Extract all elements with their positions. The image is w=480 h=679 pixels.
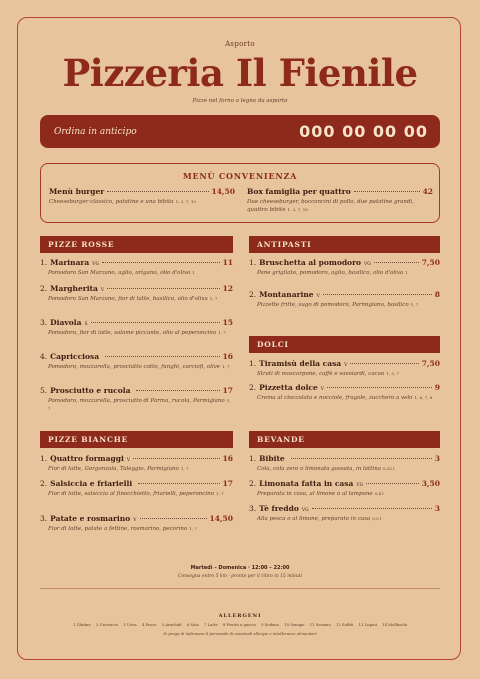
allergen-entry: 6 Soia (186, 622, 199, 627)
list-item (249, 359, 440, 378)
item-allergens: 0,4 l (374, 491, 384, 496)
item-desc: Fior di latte, salsiccia al finocchietto, friarielli, peperoncino (48, 491, 214, 497)
item-allergens: 1, 6, 7, 8 (414, 395, 433, 400)
item-allergens: 1, 7 (209, 296, 218, 301)
allergen-entry: 3 Uova (123, 622, 137, 627)
item-name: Capricciosa (50, 352, 100, 361)
leader-dots (105, 356, 219, 357)
tagline: Pizze nel forno a legna da asporto (192, 98, 288, 104)
item-number: 3. (249, 504, 257, 513)
item-name: Bruschetta al pomodoro (259, 258, 362, 267)
diet-tag: V (320, 387, 325, 392)
item-name: Diavola (50, 318, 82, 327)
leader-dots (366, 483, 418, 484)
leader-dots (374, 262, 419, 263)
allergen-entry: 14 Molluschi (382, 622, 407, 627)
allergen-entry: 1 Glutine (73, 622, 91, 627)
item-price: 8 (434, 290, 440, 299)
leader-dots (91, 322, 220, 323)
list-item (40, 514, 233, 533)
leader-dots (138, 483, 219, 484)
diet-tag: VG (364, 262, 371, 267)
allergen-entry: 11 Sesamo (309, 622, 331, 627)
item-allergens: 1, 7 (180, 466, 189, 471)
item-name: Menù burger (49, 187, 105, 196)
list-item (40, 386, 233, 413)
item-name: Tiramisù della casa (259, 359, 342, 368)
combo-title: MENÙ CONVENIENZA (182, 171, 298, 181)
item-desc: Cola, cola zero o limonata gassata, in lattina (257, 466, 382, 472)
item-number: 4. (40, 352, 48, 361)
item-number: 2. (40, 479, 48, 488)
item-name: Quattro formaggi (50, 454, 124, 463)
list-item (40, 284, 233, 303)
item-number: 2. (40, 284, 48, 293)
delivery-info: Consegna entro 5 km · pronto per il ritiro in 15 minuti (178, 574, 302, 579)
allergen-title: ALLERGENI (218, 613, 262, 619)
item-price: 17 (222, 479, 233, 488)
leader-dots (133, 458, 220, 459)
combo-item (49, 187, 235, 206)
leader-dots (107, 288, 219, 289)
section-pizze-rosse: PIZZE ROSSE (40, 236, 233, 253)
item-desc: Pizzette fritte, sugo di pomodoro, Parmigiano, basilico (257, 302, 409, 308)
item-price: 16 (222, 454, 233, 463)
item-name: Tè freddo (259, 504, 299, 513)
allergen-entry: 8 Frutta a guscio (222, 622, 256, 627)
item-number: 1. (249, 454, 257, 463)
item-price: 7,50 (421, 258, 440, 267)
item-price: 3,50 (421, 479, 440, 488)
item-number: 3. (40, 318, 48, 327)
item-desc: Strati di mascarpone, caffè e savoiardi, cacao (257, 371, 385, 377)
item-desc: Preparata in casa, al limone o al lampone (257, 491, 373, 497)
diet-tag: VG (356, 483, 364, 488)
leader-dots (102, 262, 219, 263)
phone-number[interactable]: 000 00 00 00 (299, 122, 428, 141)
opening-hours: Martedì – Domenica · 12:00 – 22:00 (190, 565, 290, 571)
item-desc: Pomodoro, fior di latte, salame piccante, olio al peperoncino (48, 330, 217, 336)
allergen-entry: 5 Arachidi (161, 622, 182, 627)
leader-dots (136, 390, 219, 391)
item-desc: Alla pesca o al limone, preparato in casa (257, 516, 371, 522)
item-desc: Pomodoro San Marzano, aglio, origano, olio d'oliva (48, 270, 191, 276)
leader-dots (291, 458, 432, 459)
list-item (249, 454, 440, 473)
order-label: Ordina in anticipo (54, 126, 137, 137)
item-allergens: 1, 3, 7, 10 (175, 199, 196, 204)
item-desc: Pomodoro, mozzarella, prosciutto cotto, funghi, carciofi, olive (48, 364, 221, 370)
combo-item (247, 187, 433, 214)
allergen-entry: 10 Senape (284, 622, 305, 627)
list-item (40, 258, 233, 277)
order-banner (40, 115, 440, 148)
section-antipasti: ANTIPASTI (249, 236, 440, 253)
item-price: 14,50 (209, 514, 233, 523)
restaurant-name: Pizzeria Il Fienile (62, 51, 418, 95)
item-name: Patate e rosmarino (50, 514, 131, 523)
item-number: 2. (249, 290, 257, 299)
allergen-entry: 7 Latte (204, 622, 218, 627)
item-price: 3 (434, 454, 440, 463)
item-allergens: 0,33 l (383, 466, 395, 471)
item-number: 1. (249, 359, 257, 368)
item-price: 12 (222, 284, 233, 293)
diet-tag: V (133, 518, 137, 523)
diet-tag: VG (301, 508, 309, 513)
item-allergens: 1, 3, 7 (386, 371, 400, 376)
item-desc: Fior di latte, patate a fettine, rosmarino, pecorino (48, 526, 188, 532)
item-price: 9 (434, 383, 440, 392)
item-name: Margherita (50, 284, 98, 293)
item-price: 17 (222, 386, 233, 395)
diet-tag: V (126, 458, 131, 463)
item-allergens: 1, 3, 7, 10 (287, 207, 308, 212)
combo-box (40, 163, 440, 223)
item-desc: Pane grigliato, pomodoro, aglio, basilico, olio d'oliva (257, 270, 404, 276)
allergen-list (40, 622, 440, 627)
item-allergens: 1 (405, 270, 408, 275)
item-name: Bibite (259, 454, 285, 463)
item-allergens: 1 (192, 270, 195, 275)
diet-tag: V (316, 294, 320, 299)
item-desc: Pomodoro, mozzarella, prosciutto di Parma, rucola, Parmigiano (48, 398, 225, 404)
header-label: Asporto (225, 40, 255, 48)
item-price: 11 (222, 258, 233, 267)
diet-tag: VG (92, 262, 100, 267)
item-desc: Crema al cioccolato e nocciole, fragole, zucchero a velo (257, 395, 413, 401)
list-item (40, 352, 233, 371)
item-number: 1. (40, 454, 48, 463)
section-bevande: BEVANDE (249, 431, 440, 448)
item-number: 5. (40, 386, 48, 395)
diet-tag: V (344, 363, 348, 368)
item-price: 14,50 (211, 187, 235, 196)
list-item (40, 454, 233, 473)
item-price: 7,50 (421, 359, 440, 368)
item-desc: Cheeseburger classico, patatine e una bibita (49, 199, 174, 205)
item-name: Prosciutto e rucola (50, 386, 131, 395)
leader-dots (140, 518, 207, 519)
allergen-note: Si prega di informare il personale di eventuali allergie o intolleranze alimentari (163, 631, 317, 636)
leader-dots (350, 363, 418, 364)
section-dolci: DOLCI (249, 336, 440, 353)
allergen-entry: 9 Sedano (261, 622, 280, 627)
item-name: Limonata fatta in casa (259, 479, 354, 488)
leader-dots (327, 387, 432, 388)
item-price: 42 (422, 187, 433, 196)
item-number: 2. (249, 383, 257, 392)
item-desc: Fior di latte, Gorgonzola, Taleggio, Parmigiano (48, 466, 179, 472)
item-number: 1. (249, 258, 257, 267)
item-number: 3. (40, 514, 48, 523)
item-number: 2. (249, 479, 257, 488)
leader-dots (107, 191, 208, 192)
list-item (40, 479, 233, 498)
leader-dots (323, 294, 432, 295)
diet-tag: V (100, 288, 105, 293)
list-item (249, 479, 440, 498)
allergen-entry: 13 Lupini (358, 622, 377, 627)
item-name: Box famiglia per quattro (247, 187, 351, 196)
allergen-entry: 2 Crostacei (95, 622, 118, 627)
allergen-entry: 4 Pesce (141, 622, 157, 627)
item-price: 16 (222, 352, 233, 361)
item-allergens: 1, 7 (218, 330, 226, 335)
list-item (249, 383, 440, 402)
leader-dots (354, 191, 420, 192)
item-number: 1. (40, 258, 48, 267)
item-name: Marinara (50, 258, 90, 267)
item-price: 15 (222, 318, 233, 327)
item-desc: Pomodoro San Marzano, fior di latte, basilico, olio d'oliva (48, 296, 208, 302)
divider (40, 588, 440, 589)
item-price: 3 (434, 504, 440, 513)
item-allergens: 1, 7 (48, 398, 231, 411)
item-allergens: 1, 7 (216, 491, 224, 496)
item-allergens: 0,5 l (372, 516, 382, 521)
section-pizze-bianche: PIZZE BIANCHE (40, 431, 233, 448)
list-item (249, 504, 440, 523)
item-desc: Due cheeseburger, bocconcini di pollo, due patatine grandi, quattro bibite (247, 199, 414, 213)
diet-tag: S (84, 322, 88, 327)
item-name: Pizzetta dolce (259, 383, 318, 392)
list-item (249, 290, 440, 309)
item-allergens: 1, 7 (222, 364, 230, 369)
item-allergens: 1, 7 (189, 526, 197, 531)
item-allergens: 1, 7 (410, 302, 419, 307)
leader-dots (312, 508, 432, 509)
item-name: Montanarine (259, 290, 314, 299)
list-item (40, 318, 233, 337)
item-name: Salsiccia e friarielli (50, 479, 133, 488)
list-item (249, 258, 440, 277)
allergen-entry: 12 Solfiti (335, 622, 354, 627)
